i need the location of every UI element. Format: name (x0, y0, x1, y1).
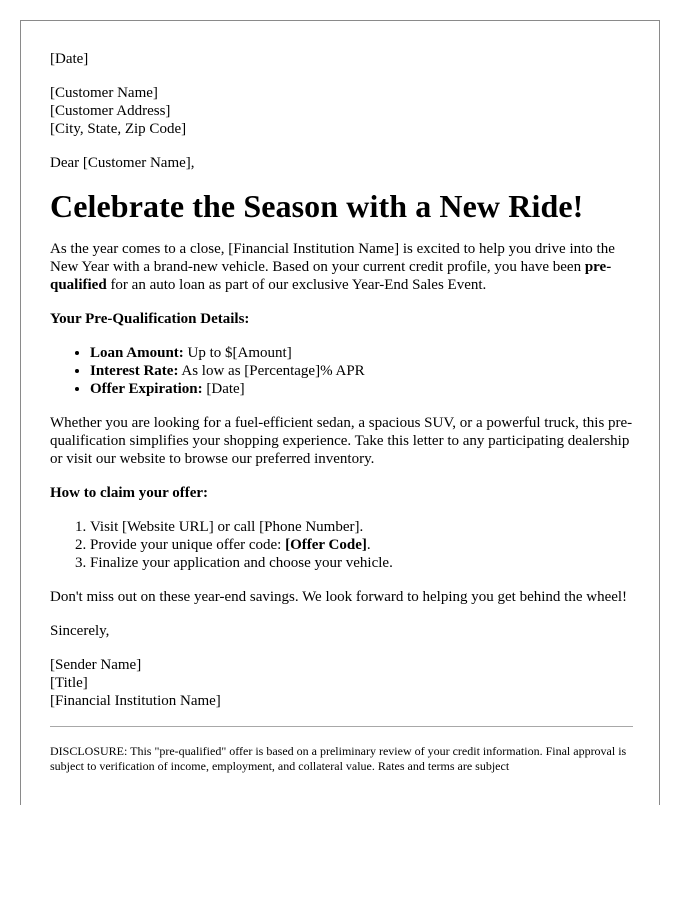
intro-text-after: for an auto loan as part of our exclusive Year-End Sales Event. (106, 277, 487, 293)
sender-name: [Sender Name] (50, 657, 142, 673)
intro-text-before: As the year comes to a close, [Financial Institution Name] is excited to help you drive into the New Year with a brand-new vehicle. Based on your current credit profile, you have been (50, 241, 615, 275)
recipient-city-state-zip: [City, State, Zip Code] (50, 121, 187, 137)
claim-step-visit: 1. Visit [Website URL] or call [Phone Number]. (90, 518, 633, 536)
letter-date: [Date] (50, 51, 89, 67)
disclosure-divider (50, 726, 633, 727)
details-item-loan-amount (90, 344, 633, 362)
intro-paragraph (50, 240, 633, 294)
claim-step-text-after: . (366, 537, 371, 553)
details-item-label: Interest Rate: (90, 363, 179, 379)
intro-text-bold: pre-qualified (50, 259, 612, 293)
headline: Celebrate the Season with a New Ride! (50, 188, 584, 224)
salutation: Dear [Customer Name], (50, 155, 195, 171)
details-item-value: [Date] (202, 381, 245, 397)
details-item-label: Offer Expiration: (90, 381, 203, 397)
signoff: Sincerely, (50, 623, 110, 639)
body-paragraph: Whether you are looking for a fuel-efficient sedan, a spacious SUV, or a powerful truck, this pre-qualification simplifies your shopping experience. Take this letter to any participating dealership or visit our website to browse our preferred inventory. (50, 415, 633, 467)
letter-content (50, 50, 633, 774)
claim-step-finalize: 3. Finalize your application and choose your vehicle. (90, 554, 633, 572)
details-item-offer-expiration (90, 380, 633, 398)
sender-title: [Title] (50, 675, 88, 691)
details-item-value: As low as [Percentage]% APR (178, 363, 365, 379)
details-item-value: Up to $[Amount] (183, 345, 292, 361)
recipient-address-block (50, 84, 633, 138)
recipient-address: [Customer Address] (50, 103, 171, 119)
letter-page (20, 20, 660, 805)
details-item-interest-rate (90, 362, 633, 380)
sender-block (50, 656, 633, 710)
details-title: Your Pre-Qualification Details: (50, 311, 250, 327)
claim-step-text-before: Provide your unique offer code: (90, 537, 286, 553)
sender-institution: [Financial Institution Name] (50, 693, 221, 709)
claim-steps-list (50, 518, 633, 572)
details-list (50, 344, 633, 398)
claim-step-offer-code (90, 536, 633, 554)
offer-code: [Offer Code] (285, 537, 367, 553)
recipient-name: [Customer Name] (50, 85, 158, 101)
disclosure-text: DISCLOSURE: This "pre-qualified" offer is based on a preliminary review of your credit information. Final approval is subject to verification of income, employment, and collateral value. Rates and terms are subject (50, 744, 627, 773)
details-item-label: Loan Amount: (90, 345, 184, 361)
claim-title: How to claim your offer: (50, 485, 209, 501)
closing-paragraph: Don't miss out on these year-end savings. We look forward to helping you get behind the wheel! (50, 589, 628, 605)
